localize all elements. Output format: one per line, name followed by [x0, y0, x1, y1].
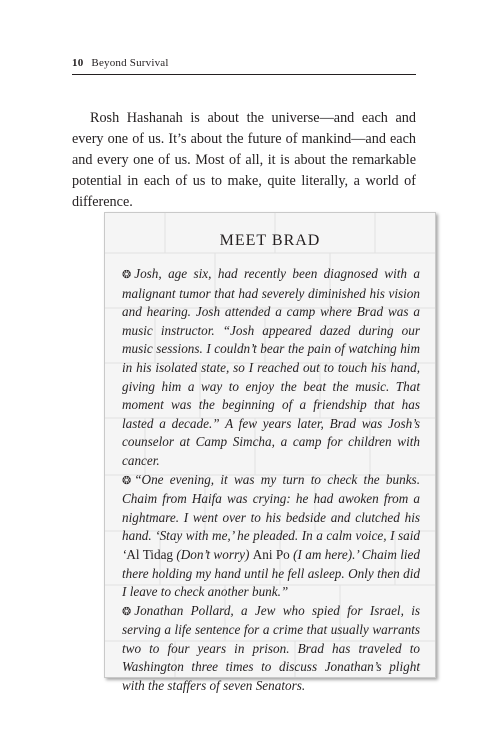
meet-brad-sidebar [104, 212, 436, 694]
hebrew-phrase: Ani Po [252, 546, 290, 562]
sidebar-item-text: Josh, age six, had recently been diagnosed with a malignant tumor that had severely diminished his vision and hearing. Josh attended a camp where Brad was a music instructor. “Josh appeared dazed during our music sessions. I couldn’t bear the pain of watching him in his isolated state, so I reached out to touch his hand, giving him a way to enjoy the beat the music. That moment was the beginning of a friendship that has lasted a decade.” A few years later, Brad was Josh’s counselor at Camp Simcha, a camp for children with cancer. [122, 266, 420, 468]
sidebar-title-text: MEET BRAD [219, 232, 321, 249]
sidebar-item-text: Jonathan Pollard, a Jew who spied for Israel, is serving a life sentence for a crime that usually warrants two to four years in prison. Brad has traveled to Washington three times to discuss Jonathan’s plight with the staffers of seven Senators. [122, 602, 420, 694]
hebrew-phrase: Al Tidag [126, 546, 174, 562]
flower-bullet-icon: ❂ [122, 269, 132, 281]
page-number: 10 [72, 57, 84, 69]
sidebar-item-text: “One evening, it was my turn to check the bunks. Chaim from Haifa was crying: he had awoken from a nightmare. I went over to his bedside and clutched his hand. ‘Stay with me,’ he pleaded. In a calm voice, I said ‘ [122, 471, 420, 562]
book-title: Beyond Survival [91, 57, 169, 69]
flower-bullet-icon: ❂ [122, 474, 132, 487]
sidebar-item-text: (I am here).’ Chaim lied there holding my hand until he fell asleep. Only then did I leave to check another bunk.” [122, 546, 420, 600]
sidebar-item [122, 602, 420, 696]
flower-bullet-icon: ❂ [122, 605, 132, 618]
sidebar-item [122, 471, 420, 602]
sidebar-content [122, 265, 420, 696]
running-header [72, 57, 416, 69]
translation-text: (Don’t worry) [173, 546, 253, 562]
header-rule [72, 74, 416, 75]
sidebar-item [122, 265, 420, 471]
intro-paragraph-text: Rosh Hashanah is about the universe—and each and every one of us. It’s about the future of mankind—and each and every one of us. Most of all, it is about the remarkable potential in each of us to make, quite literally, a world of difference. [72, 110, 416, 210]
sidebar-title [105, 232, 435, 250]
intro-paragraph [72, 108, 416, 213]
